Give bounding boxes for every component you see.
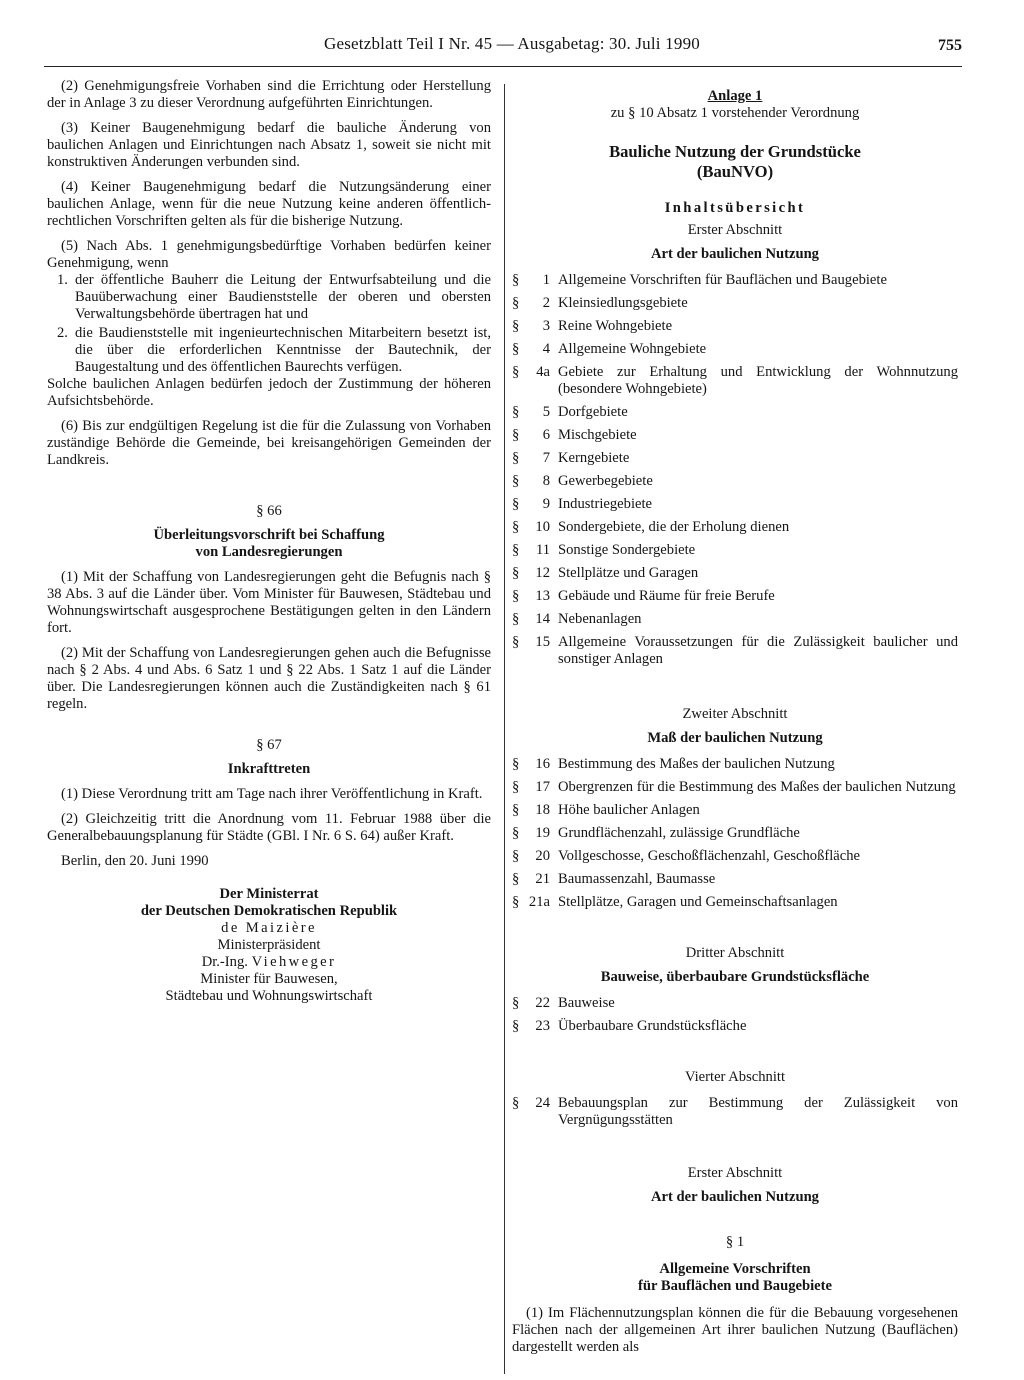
toc-entry-text: Höhe baulicher Anlagen [558,802,700,818]
toc-entry-text: Gebäude und Räume für freie Berufe [558,588,775,604]
signatory-role-2a: Minister für Bauwesen, [200,971,338,987]
section-symbol: § [512,894,520,910]
toc-abschnitt-1: Erster Abschnitt [687,222,783,238]
section-symbol: § [512,995,520,1011]
toc-entry [512,588,958,605]
section-66-paragraph-1: (1) Mit der Schaffung von Landesregierungen geht die Befugnis nach § 38 Abs. 3 auf die Länder über. Vom Minister für Bauwesen, Städtebau und Wohnungswirtschaft ausgesprochene Bestätigungen gelten in den Ländern fort. [47,569,491,636]
toc-entry-number: 23 [535,1018,550,1034]
section-symbol: § [512,272,520,288]
anlage-subtitle: zu § 10 Absatz 1 vorstehender Verordnung [610,105,860,121]
toc-entry [512,318,958,335]
toc-entry-text: Stellplätze und Garagen [558,565,699,581]
toc-entry-number: 22 [535,995,550,1011]
section-66-number: § 66 [256,503,282,519]
section-symbol: § [512,565,520,581]
signatory-name-2 [47,954,491,971]
toc-entry [512,634,958,668]
list-item-number: 2. [57,325,68,341]
toc-abschnitt-3: Dritter Abschnitt [685,945,785,961]
signature-body-line2: der Deutschen Demokratischen Republik [140,903,398,919]
body-abschnitt-title: Art der baulichen Nutzung [651,1189,819,1205]
section-symbol: § [512,295,520,311]
toc-entry-number: 11 [535,542,550,558]
toc-abschnitt-3-title: Bauweise, überbaubare Grundstücksfläche [600,969,870,985]
toc-entry [512,341,958,358]
toc-entry [512,848,958,865]
right-column [512,78,958,1364]
section-67-title: Inkrafttreten [227,761,311,777]
toc-entry-number: 12 [535,565,550,581]
toc-entry-number: 14 [535,611,550,627]
section-symbol: § [512,341,520,357]
section-66-paragraph-2: (2) Mit der Schaffung von Landesregierungen gehen auch die Befugnisse nach § 2 Abs. 4 und Abs. 6 Satz 1 und § 22 Abs. 1 Satz 1 auf die Länder über. Die Landesregierungen können auch die Zuständigkeiten nach § 61 regeln. [47,645,491,712]
toc-entry-number: 5 [542,404,550,420]
toc-entry-text: Gewerbegebiete [558,473,653,489]
toc-entry-number: 18 [535,802,550,818]
toc-entry-text: Baumassenzahl, Baumasse [558,871,716,887]
header-rule [44,66,962,67]
toc-entry-number: 16 [535,756,550,772]
toc-entry [512,272,958,289]
toc-entry [512,565,958,582]
toc-entry-text: Bebauungsplan zur Bestimmung der Zulässigkeit von Vergnügungsstätten [558,1095,958,1128]
toc-abschnitt-1-title: Art der baulichen Nutzung [651,246,819,262]
paragraph-5-continuation: Solche baulichen Anlagen bedürfen jedoch der Zustimmung der höheren Aufsichtsbehörde. [47,376,491,409]
toc-entry-number: 19 [535,825,550,841]
section-symbol: § [512,496,520,512]
paragraph-5: (5) Nach Abs. 1 genehmigungsbedürftige Vorhaben bedürfen keiner Genehmigung, wenn [47,238,491,271]
list-item-text: der öffentliche Bauherr die Leitung der Entwurfsabteilung und die Bauüberwachung einer Baudienststelle der oberen und obersten Verwaltungsbehörde übertragen hat und [75,272,491,322]
anlage-title: Anlage 1 [707,88,763,104]
toc-entry [512,779,958,796]
section-1-number: § 1 [725,1234,745,1250]
toc-entry-text: Allgemeine Voraussetzungen für die Zulässigkeit baulicher und sonstiger Anlagen [558,634,958,667]
section-symbol: § [512,450,520,466]
section-symbol: § [512,756,520,772]
toc-heading: Inhaltsübersicht [664,200,806,216]
header-title: Gesetzblatt Teil I Nr. 45 — Ausgabetag: 30. Juli 1990 [324,34,700,53]
paragraph-6: (6) Bis zur endgültigen Regelung ist die für die Zulassung von Vorhaben zuständige Behörde die Gemeinde, bei kreisangehörigen Gemeinden der Landkreis. [47,418,491,468]
section-67-number: § 67 [256,737,282,753]
section-1-paragraph-1: (1) Im Flächennutzungsplan können die für die Bebauung vorgesehenen Flächen nach der allgemeinen Art ihrer baulichen Nutzung (Bauflächen) dargestellt werden als [512,1305,958,1355]
toc-entry-text: Kerngebiete [558,450,630,466]
toc-entry-text: Grundflächenzahl, zulässige Grundfläche [558,825,800,841]
toc-entry-number: 20 [535,848,550,864]
signatory-name-1: de Maizière [221,920,317,936]
page-number: 755 [938,37,962,54]
section-symbol: § [512,802,520,818]
date-line: Berlin, den 20. Juni 1990 [61,853,209,869]
toc-entry-text: Bestimmung des Maßes der baulichen Nutzung [558,756,835,772]
toc-list-1 [512,272,958,668]
toc-entry-number: 8 [542,473,550,489]
toc-entry-text: Sonstige Sondergebiete [558,542,696,558]
toc-entry-text: Vollgeschosse, Geschoßflächenzahl, Geschoßfläche [558,848,861,864]
section-symbol: § [512,473,520,489]
toc-list-2 [512,756,958,911]
toc-entry [512,1095,958,1129]
toc-entry [512,427,958,444]
section-symbol: § [512,1095,520,1111]
section-symbol: § [512,427,520,443]
toc-entry-number: 15 [535,634,550,650]
paragraph-3: (3) Keiner Baugenehmigung bedarf die bauliche Änderung von baulichen Anlagen und Einrichtungen nach Absatz 1, soweit sie nicht mit konstruktiven Änderungen verbunden sind. [47,120,491,170]
toc-entry [512,756,958,773]
section-67 [47,737,491,845]
toc-list-3 [512,995,958,1035]
section-symbol: § [512,611,520,627]
toc-entry-text: Reine Wohngebiete [558,318,673,334]
signature-body-line1: Der Ministerrat [219,886,319,902]
toc-entry [512,825,958,842]
toc-entry-text: Bauweise [558,995,615,1011]
toc-entry-number: 2 [542,295,550,311]
toc-entry [512,871,958,888]
toc-entry-text: Obergrenzen für die Bestimmung des Maßes der baulichen Nutzung [558,779,956,795]
section-symbol: § [512,542,520,558]
section-symbol: § [512,404,520,420]
toc-entry [512,473,958,490]
toc-abschnitt-2-title: Maß der baulichen Nutzung [647,730,823,746]
toc-entry-text: Sondergebiete, die der Erholung dienen [558,519,790,535]
signatory-role-2b: Städtebau und Wohnungswirtschaft [165,988,373,1004]
toc-entry [512,611,958,628]
body-abschnitt: Erster Abschnitt [687,1165,783,1181]
toc-entry [512,295,958,312]
toc-entry-number: 17 [535,779,550,795]
signatory-name-2-surname: Viehweger [251,954,337,970]
toc-entry-number: 10 [535,519,550,535]
toc-list-4 [512,1095,958,1129]
section-symbol: § [512,588,520,604]
toc-entry-number: 3 [542,318,550,334]
section-66-title-line2: von Landesregierungen [195,544,343,560]
section-symbol: § [512,779,520,795]
toc-entry [512,364,958,398]
toc-abschnitt-2: Zweiter Abschnitt [682,706,788,722]
section-symbol: § [512,825,520,841]
section-66-title-line1: Überleitungsvorschrift bei Schaffung [153,527,385,543]
section-67-paragraph-2: (2) Gleichzeitig tritt die Anordnung vom 11. Februar 1988 über die Generalbebauungsplanung für Städte (GBl. I Nr. 6 S. 64) außer Kraft. [47,811,491,844]
section-67-paragraph-1: (1) Diese Verordnung tritt am Tage nach ihrer Veröffentlichung in Kraft. [61,786,483,802]
toc-entry-text: Allgemeine Wohngebiete [558,341,707,357]
toc-entry [512,894,958,911]
list-item-text: die Baudienststelle mit ingenieurtechnischen Mitarbeitern besetzt ist, die über die erforderlichen Kenntnisse der Bautechnik, der Baugestaltung und des öffentlichen Baurechts verfügen. [75,325,491,375]
signature-block [47,886,491,1005]
toc-entry-number: 21a [528,894,550,910]
toc-entry [512,995,958,1012]
signatory-role-1: Ministerpräsident [217,937,321,953]
toc-entry-text: Überbaubare Grundstücksfläche [558,1018,747,1034]
toc-entry-number: 4a [536,364,550,380]
section-symbol: § [512,634,520,650]
section-symbol: § [512,871,520,887]
toc-entry-text: Dorfgebiete [558,404,628,420]
paragraph-2: (2) Genehmigungsfreie Vorhaben sind die Errichtung oder Herstellung der in Anlage 3 zu dieser Verordnung aufgeführten Einrichtungen. [47,78,491,111]
toc-entry-text: Mischgebiete [558,427,637,443]
section-symbol: § [512,848,520,864]
list-item [47,272,491,323]
toc-entry-text: Industriegebiete [558,496,653,512]
toc-entry [512,450,958,467]
toc-entry-number: 1 [542,272,550,288]
toc-entry-text: Allgemeine Vorschriften für Bauflächen und Baugebiete [558,272,887,288]
section-symbol: § [512,519,520,535]
left-column [47,78,491,1005]
section-66 [47,503,491,713]
toc-entry-number: 4 [542,341,550,357]
toc-entry-text: Kleinsiedlungsgebiete [558,295,688,311]
section-symbol: § [512,318,520,334]
section-1-title-line2: für Bauflächen und Baugebiete [638,1278,832,1294]
toc-entry-text: Stellplätze, Garagen und Gemeinschaftsanlagen [558,894,838,910]
paragraph-4: (4) Keiner Baugenehmigung bedarf die Nutzungsänderung einer baulichen Anlage, wenn für die neue Nutzung keine anderen öffentlich-rechtlichen Vorschriften gelten als für die bisherige Nutzung. [47,179,491,229]
toc-entry-number: 13 [535,588,550,604]
toc-entry-text: Gebiete zur Erhaltung und Entwicklung der Wohnnutzung (besondere Wohngebiete) [558,364,958,397]
toc-entry-number: 7 [542,450,550,466]
toc-abschnitt-4: Vierter Abschnitt [684,1069,786,1085]
column-divider [504,84,505,1374]
toc-entry-number: 21 [535,871,550,887]
toc-entry [512,542,958,559]
toc-entry [512,802,958,819]
section-1-title-line1: Allgemeine Vorschriften [659,1261,811,1277]
toc-entry [512,1018,958,1035]
section-symbol: § [512,364,520,380]
ordinance-abbreviation: (BauNVO) [696,162,774,181]
toc-entry [512,404,958,421]
ordinance-title: Bauliche Nutzung der Grundstücke [609,142,861,161]
toc-entry [512,496,958,513]
toc-entry-number: 24 [535,1095,550,1111]
section-symbol: § [512,1018,520,1034]
signatory-name-2-prefix: Dr.-Ing. [201,954,248,970]
list-item-number: 1. [57,272,68,288]
toc-entry-number: 9 [542,496,550,512]
toc-entry-number: 6 [542,427,550,443]
list-item [47,325,491,376]
toc-entry [512,519,958,536]
toc-entry-text: Nebenanlagen [558,611,642,627]
